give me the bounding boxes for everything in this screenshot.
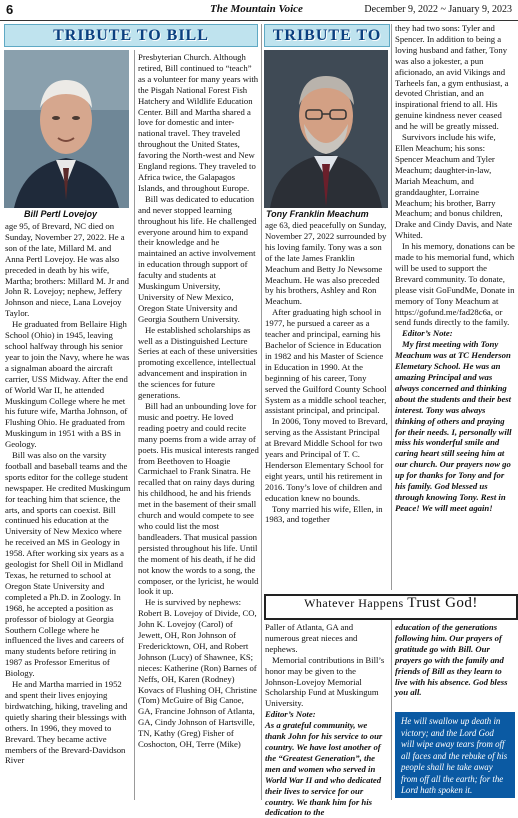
paragraph: Paller of Atlanta, GA and numerous great nieces and nephews. [265,622,358,654]
bill-column-4 [395,622,515,698]
verse-text: He will swallow up death in victory; and the Lord God will wipe away tears from off all faces and the rebuke of his people shall he take away from off all the earth; for the Lord hath spoken it. [401,716,508,795]
editor-note-label: Editor’s Note: [402,328,453,339]
whatever-text: Whatever Happens [304,596,404,610]
verse-box [395,712,515,809]
paragraph: age 63, died peacefully on Sunday, November 27, 2022 surrounded by his loving family. Tony was a son of the late James Franklin Meachum and Betty Jo Newsome Meachum. He was also preceded by his brothers, Ashley and Ron Meachum. [265,220,387,307]
bill-column-1 [5,221,131,766]
column-divider [261,24,262,800]
page-header [0,0,518,21]
issue-date: December 9, 2022 ~ January 9, 2023 [364,4,512,15]
paragraph: After graduating high school in 1977, he pursued a career as a teacher and principal, earning his Bachelor of Science in Education in 1982 and his Master of Science in Education in 1990. At the beginning of his career, Tony served the Guilford County School System as a middle school teacher, assistant principal, and principal. [265,307,387,416]
paragraph: Bill was also on the varsity football and baseball teams and the sports editor for the college student newspaper. He credited Muskingum for teaching him that science, the arts, and sports can coexist. Bill continued his education at the University of New Mexico where he received an MS in Geology in 1958. After working six years as a geologist for Shell Oil in Midland Texas, he returned to school at Oregon State University and completed a Ph.D. in Zoology. In 1968, he accepted a position as professor of biology at Georgia Southern College where he influenced the lives and careers of many students before retiring in 1987 as Professor Emeritus of Biology. [5,450,131,679]
column-divider [134,50,135,800]
bill-column-2 [138,52,259,750]
paragraph: In his memory, donations can be made to his memorial fund, which will be used to support the Brevard community. To donate, please visit GoFundMe, Donate in memory of Tony Meachum at https://gofund.me/fad28c6a, or send funds directly to the family. [395,241,515,328]
column-divider [391,24,392,590]
paragraph: He established scholarships as well as a Distinguished Lecture Series at each of these universities promoting excellence, intellectual advancement and inspiration in the sciences for future generations. [138,324,258,401]
masthead: The Mountain Voice [210,3,303,15]
tony-column-1 [265,220,388,525]
paragraph: Bill was dedicated to education and never stopped learning throughout his life. He challenged everyone around him to expand their knowledge and he maintained an active involvement in education through support of faculty and students at Muskingum University, University of New Mexico, Oregon State University and Georgia Southern University. [138,193,257,324]
tony-banner: TRIBUTE TO [264,24,390,47]
bill-column-3 [265,622,388,818]
bill-photo [4,50,129,208]
verse-reference: Isaiah 25:8 [470,798,509,809]
paragraph: He graduated from Bellaire High School (Ohio) in 1945, leaving school halfway through his senior year to join the Navy, where he was a signalman aboard the aircraft carrier, USS Midway. After the end of World War II, he attended Muskingum College where he met his future wife, Martha Johnson, of Flushing Ohio. He graduated from Muskingum in 1951 with a BS in Geology. [5,319,130,450]
paragraph: age 95, of Brevard, NC died on Sunday, November 27, 2022. He a son of the late, Millard M. and Anna Pertl Lovejoy. He was also preceded in death by his wife, Martha; brothers: Millard M. Jr and John R. Lovejoy; nephew, Jeffery Johnson and niece, Lana Lovejoy Taylor. [5,221,130,319]
editor-note-label: Editor’s Note: [265,709,316,720]
paragraph: Presbyterian Church. Although retired, Bill continued to “teach” as a volunteer for many years with the Pisgah National Forest Fish Hatchery and Wildlife Education Center. Bill and Martha shared a love for domestic and inter-national travel. They traveled throughout the United States, favoring the North-west and New England regions. They traveled to Africa twice, the Galapagos Islands, and throughout Europe. [138,52,259,193]
paragraph: He and Martha married in 1952 and spent their lives enjoying birdwatching, hiking, traveling and quietly sharing their blessings with others. In 1996, they moved to Brevard. They became active members of the Brevard-Davidson River [5,679,128,766]
tony-caption: Tony Franklin Meachum [266,209,369,219]
editor-note: My first meeting with Tony Meachum was at TC Henderson Elemetary School. He was an amazing Principal and was always concerned and thinking about the students and their best interest. Tony was always thinking of others and praying for their needs. I, personally will miss his wonderful smile and caring heart still seeing him at our church. Our prayers now go up for thanks for Tony and for his family. God blessed us through knowing Tony. Rest in Peace! We will meet again! [395,339,512,513]
editor-note: education of the generations following him. Our prayers of gratitude go with Bill. Our prayers go with the family and friends of Bill as they learn to live with his absence. God bless you all. [395,622,508,698]
paragraph: Tony married his wife, Ellen, in 1983, and together [265,503,383,525]
whatever-happens-box [264,594,518,620]
paragraph: Survivors include his wife, Ellen Meachum; his sons: Spencer Meachum and Tyler Meachum; daughter-in-law, Mariah Meachum, and granddaughter, Lorraine Meachum; his brother, Barry Meachum; and bonus children, Drake and Cindy Davis, and Nate Whited. [395,132,513,241]
bill-banner: TRIBUTE TO BILL [4,24,258,47]
bill-caption: Bill Pertl Lovejoy [24,209,98,219]
trust-god-text: Trust God! [407,595,478,611]
paragraph: Bill had an unbounding love for music and poetry. He loved reading poetry and could recite many poems from a wide array of poets. His musical interests ranged from Beethoven to Hoagie Carmichael to Frank Sinatra. He recalled that on rainy days during his childhood, he and his friends met in the basement of their small church and would compete to see who could list the most bandleaders. That musical passion persisted throughout his life. Until the moment of his death, if he did not know the words to a song, the composer, or the lyricist, he would look it up. [138,401,259,597]
paragraph: He is survived by nephews: Robert B. Lovejoy of Divide, CO, John K. Lovejoy (Carol) of Jewett, OH, Ron Johnson of Fredericktown, OH, and Robert Johnson (Lucy) of Shawnee, KS; nieces: Katherine (Ron) Barnes of Neffs, OH, Karen (Rodney) Kovacs of Flushing OH, Christine (Tom) McGuire of Big Canoe, GA, Francine Johnson of Atlanta, GA, Cindy Johnson of Hartsville, TN, Kathy (Greg) Fisher of Coshocton, OH, Terre (Mike) [138,597,257,750]
tony-photo [264,50,388,208]
tony-column-2 [395,23,515,591]
paragraph: they had two sons: Tyler and Spencer. In addition to being a loving husband and father, Tony was also a jokester, a pun aficionado, an avid Vikings and Tarheels fan, a gym enthusiast, a devoted Christian, and an inspirational friend to all. His genuine kindness never ceased and he will be greatly missed. [395,23,509,132]
page-number: 6 [6,2,14,17]
editor-note: As a grateful community, we thank John for his service to our country. We have lost another of the “Greatest Generation”, the men and women who served in World War II and who dedicated their lives to service for our country. We thank him for his dedication to the [265,720,383,818]
paragraph: In 2006, Tony moved to Brevard, serving as the Assistant Principal at Brevard Middle School for two years and Principal of T. C. Henderson Elementary School for eight years, until his retirement in 2016. Tony’s love of children and education knew no bounds. [265,416,388,503]
column-divider [391,620,392,800]
paragraph: Memorial contributions in Bill’s honor may be given to the Johnson-Lovejoy Memorial Scholarship Fund at Muskingum University. [265,654,385,709]
